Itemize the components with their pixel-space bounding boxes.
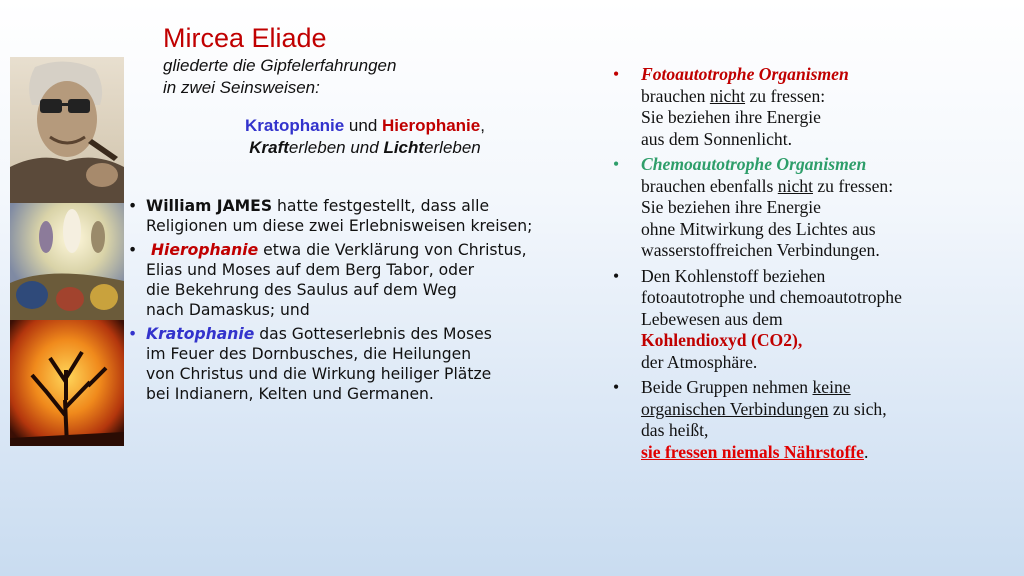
organischen-verbindungen-text: organischen Verbindungen (641, 398, 829, 419)
erleben-und-text: erleben und (288, 138, 384, 157)
list-item-text: bei Indianern, Kelten und Germanen. (146, 385, 434, 403)
list-item-text: Religionen um diese zwei Erlebnisweisen kreisen; (146, 217, 533, 235)
seinsweisen-line-1 (195, 115, 535, 137)
list-item-text: Sie beziehen ihre Energie (641, 107, 821, 127)
fotoautotrophe-heading: Fotoautotrophe Organismen (641, 64, 849, 84)
nicht-text: nicht (777, 175, 813, 196)
list-item-text: fotoautotrophe und chemoautotrophe (641, 287, 902, 307)
comma-text: , (480, 116, 485, 135)
william-james-text: William JAMES (146, 197, 273, 215)
nicht-text: nicht (709, 85, 746, 106)
bullet-icon: • (128, 241, 138, 259)
list-item (128, 240, 608, 320)
list-item-text: ohne Mitwirkung des Lichtes aus (641, 218, 876, 239)
term-hierophanie: Hierophanie (382, 116, 481, 135)
list-item (610, 266, 1010, 374)
kraft-text: Kraft (249, 138, 289, 157)
list-item (128, 196, 608, 236)
list-item-text: brauchen ebenfalls (641, 175, 778, 196)
page-title: Mircea Eliade (163, 23, 327, 53)
list-item-text: im Feuer des Dornbusches, die Heilungen (146, 345, 472, 363)
list-item-text: das Gotteserlebnis des Moses (254, 325, 492, 343)
list-item (610, 154, 1010, 262)
list-item-text: das heißt, (641, 420, 709, 440)
list-item-text: von Christus und die Wirkung heiliger Plätze (146, 365, 492, 383)
list-item-text: Elias und Moses auf dem Berg Tabor, oder (146, 261, 475, 279)
list-item-text: nach Damaskus; und (146, 301, 310, 319)
list-item-text: brauchen (641, 85, 710, 106)
kohlendioxyd-text: Kohlendioxyd (CO2), (641, 330, 803, 350)
subtitle-line-1: gliederte die Gipfelerfahrungen (163, 56, 397, 75)
list-item-text: zu fressen: (812, 175, 894, 196)
chemoautotrophe-heading: Chemoautotrophe Organismen (641, 154, 867, 174)
list-item-text: der Atmosphäre. (641, 351, 758, 372)
list-item (610, 64, 1010, 150)
list-item-text: Beide Gruppen nehmen (641, 377, 813, 397)
list-item-text: wasserstoffreichen Verbindungen. (641, 240, 880, 260)
list-item (128, 324, 608, 404)
bullet-icon: • (128, 325, 138, 343)
term-kratophanie: Kratophanie (146, 325, 255, 343)
eliade-portrait-image (10, 57, 124, 203)
bullet-icon: • (613, 64, 620, 84)
naehrstoffe-text: sie fressen niemals Nährstoffe (641, 441, 864, 462)
list-item-text: zu sich, (828, 398, 887, 419)
keine-text: keine (812, 377, 851, 397)
licht-text: Licht (383, 138, 425, 157)
list-item-text: die Bekehrung des Saulus auf dem Weg (146, 281, 457, 299)
list-item-text: Lebewesen aus dem (641, 308, 783, 329)
list-item-text: aus dem Sonnenlicht. (641, 128, 792, 149)
list-item-text: Den Kohlenstoff beziehen (641, 265, 826, 286)
seinsweisen-line-2 (195, 137, 535, 159)
list-item-text: etwa die Verklärung von Christus, (258, 241, 527, 259)
list-item-text: Sie beziehen ihre Energie (641, 197, 821, 217)
connector-text: und (344, 116, 382, 135)
erleben-text: erleben (424, 138, 481, 157)
list-item (610, 377, 1010, 463)
subtitle-line-2: in zwei Seinsweisen: (163, 78, 320, 97)
list-item-text: hatte festgestellt, dass alle (272, 197, 490, 215)
term-kratophanie: Kratophanie (245, 116, 345, 135)
bullet-icon: • (613, 377, 620, 397)
left-bullet-list (128, 196, 608, 408)
subtitle (163, 55, 396, 99)
transfiguration-painting-image (10, 203, 124, 320)
list-item-text: zu fressen: (745, 85, 826, 106)
term-hierophanie: Hierophanie (150, 241, 259, 259)
burning-bush-image (10, 320, 124, 446)
period-text: . (863, 441, 869, 462)
right-bullet-list (610, 64, 1010, 467)
bullet-icon: • (613, 265, 620, 286)
bullet-icon: • (613, 154, 620, 174)
bullet-icon: • (128, 197, 138, 215)
seinsweisen-block (195, 115, 535, 159)
